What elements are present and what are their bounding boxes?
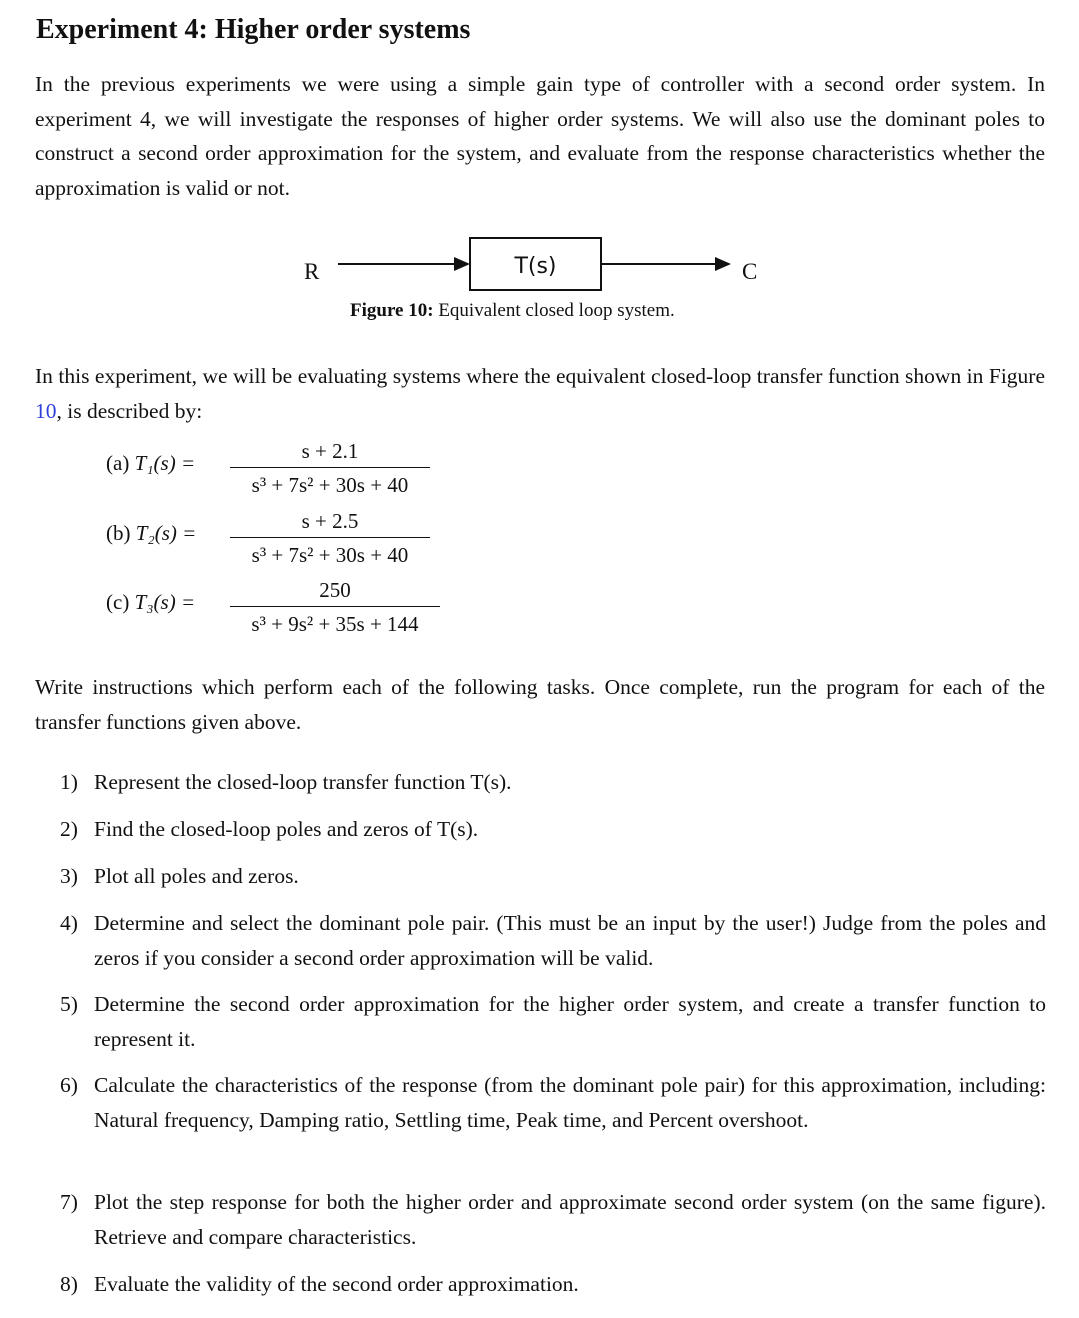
task-number: 5): [60, 992, 78, 1016]
task-text: Determine the second order approximation for the higher order system, and create a transfer function to represent it.: [94, 992, 1046, 1051]
equation-fraction: [230, 437, 430, 499]
list-item: [60, 1267, 1046, 1302]
list-item: [60, 906, 1046, 975]
description-text-before: In this experiment, we will be evaluating systems where the equivalent closed-loop transfer function shown in Figure: [35, 364, 1045, 388]
output-arrow-head: [715, 257, 731, 271]
task-text: Find the closed-loop poles and zeros of T(s).: [94, 817, 479, 841]
list-item: [60, 859, 1046, 894]
task-number: 1): [60, 770, 78, 794]
output-label: C: [742, 259, 758, 284]
input-arrow-head: [454, 257, 470, 271]
task-text: Determine and select the dominant pole pair. (This must be an input by the user!) Judge from the poles and zeros if you consider a second order approximation will be valid.: [94, 911, 1046, 970]
equation-denominator: s³ + 7s² + 30s + 40: [251, 543, 409, 567]
task-number: 7): [60, 1190, 78, 1214]
list-item: [60, 1068, 1046, 1137]
task-text: Represent the closed-loop transfer function T(s).: [94, 770, 512, 794]
block-diagram: [290, 228, 790, 298]
equation-lhs: T₃(s) =: [134, 590, 196, 614]
input-label: R: [304, 259, 320, 284]
equation-fraction: [230, 507, 430, 569]
fraction-bar: [230, 467, 430, 468]
figure-reference-link[interactable]: 10: [35, 398, 57, 423]
task-text: Plot the step response for both the higher order and approximate second order system (on the same figure). Retrieve and compare characteristics.: [94, 1190, 1046, 1249]
equation-numerator: s + 2.5: [301, 509, 359, 533]
equation-lhs: T₂(s) =: [135, 521, 197, 545]
list-item: [60, 987, 1046, 1056]
description-paragraph: [35, 359, 1045, 428]
fraction-bar: [230, 606, 440, 607]
equation-denominator: s³ + 9s² + 35s + 144: [251, 612, 419, 636]
task-number: 3): [60, 864, 78, 888]
figure-caption-prefix: Figure 10:: [350, 300, 434, 321]
page-title: Experiment 4: Higher order systems: [36, 14, 471, 45]
equation-label: (b): [106, 521, 131, 545]
equation-fraction: [230, 576, 440, 638]
equation-numerator: 250: [319, 578, 351, 602]
instructions-paragraph: Write instructions which perform each of the following tasks. Once complete, run the program for each of the transfer functions given above.: [35, 675, 1045, 734]
equation-denominator: s³ + 7s² + 30s + 40: [251, 473, 409, 497]
equation-label: (a): [106, 451, 130, 475]
block-diagram-svg: [290, 228, 790, 298]
list-item: [60, 812, 1046, 847]
figure-caption: [350, 300, 675, 322]
list-item: [60, 1185, 1046, 1254]
equation-numerator: s + 2.1: [301, 439, 359, 463]
intro-paragraph: In the previous experiments we were using a simple gain type of controller with a second order system. In experiment 4, we will investigate the responses of higher order systems. We will also use the dominant poles to construct a second order approximation for the system, and evaluate from the response characteristics whether the approximation is valid or not.: [35, 72, 1045, 200]
task-text: Plot all poles and zeros.: [94, 864, 299, 888]
task-text: Evaluate the validity of the second order approximation.: [94, 1272, 579, 1296]
task-number: 2): [60, 817, 78, 841]
task-text: Calculate the characteristics of the response (from the dominant pole pair) for this approximation, including: Natural frequency, Damping ratio, Settling time, Peak time, and Percent overshoot.: [94, 1073, 1046, 1132]
description-text-after: , is described by:: [56, 398, 203, 423]
block-label: T(s): [514, 254, 557, 279]
list-item: [60, 765, 1046, 800]
equation-label: (c): [106, 590, 130, 614]
fraction-bar: [230, 537, 430, 538]
task-number: 4): [60, 911, 78, 935]
equation-lhs: T₁(s) =: [134, 451, 196, 475]
figure-caption-text: Equivalent closed loop system.: [438, 300, 675, 321]
task-number: 8): [60, 1272, 78, 1296]
task-number: 6): [60, 1073, 78, 1097]
